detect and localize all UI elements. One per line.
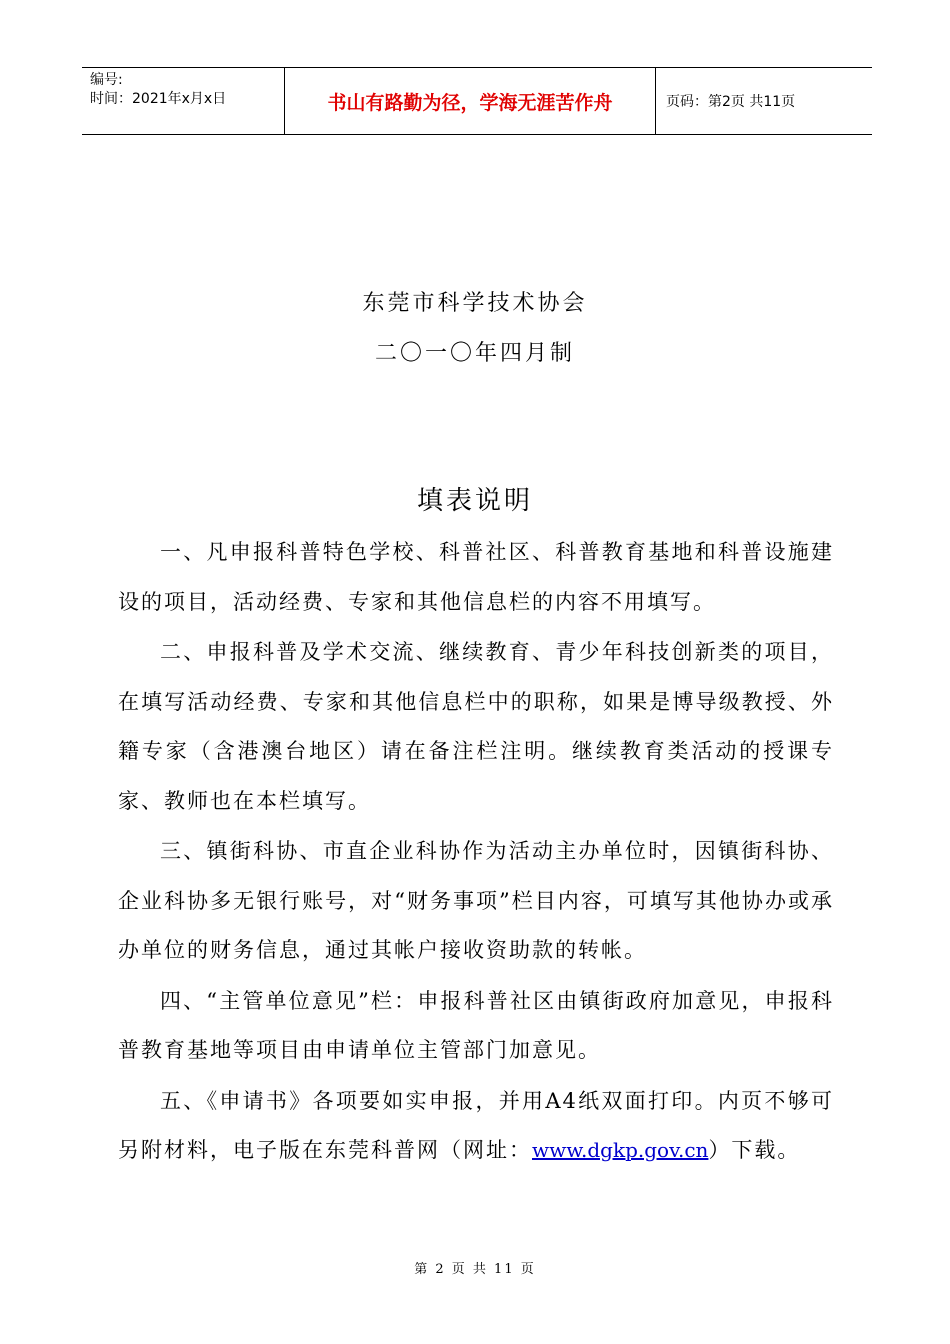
time-label: 时间：2021年x月x日	[90, 91, 227, 107]
header-meta	[82, 68, 284, 134]
header-motto: 书山有路勤为径，学海无涯苦作舟	[284, 68, 656, 134]
instruction-item-1: 一、凡申报科普特色学校、科普社区、科普教育基地和科普设施建设的项目，活动经费、专家和其他信息栏的内容不用填写。	[118, 540, 834, 614]
instruction-item-2: 二、申报科普及学术交流、继续教育、青少年科技创新类的项目，在填写活动经费、专家和其他信息栏中的职称，如果是博导级教授、外籍专家（含港澳台地区）请在备注栏注明。继续教育类活动的授课专家、教师也在本栏填写。	[118, 640, 834, 813]
instruction-item-5	[118, 1077, 834, 1176]
instructions-title: 填表说明	[416, 486, 533, 516]
instruction-item-4: 四、“主管单位意见”栏：申报科普社区由镇街政府加意见，申报科普教育基地等项目由申请单位主管部门加意见。	[118, 988, 834, 1062]
number-label: 编号:	[90, 72, 123, 88]
instruction-item-5-prefix: 五、《申请书》各项要如实申报，并用A4纸双面打印。内页不够可另附材料，电子版在东莞科普网（网址：	[118, 1088, 834, 1162]
instruction-item-5-suffix: ）下载。	[708, 1138, 801, 1162]
issue-date: 二〇一〇年四月制	[374, 341, 575, 366]
instructions-body	[118, 528, 834, 1177]
header-page-info: 页码：第2页 共11页	[666, 94, 796, 110]
page-footer: 第 2 页 共 11 页	[414, 1262, 536, 1277]
organization-name: 东莞市科学技术协会	[362, 291, 588, 316]
instruction-item-3: 三、镇街科协、市直企业科协作为活动主办单位时，因镇街科协、企业科协多无银行账号，对“财务事项”栏目内容，可填写其他协办或承办单位的财务信息，通过其帐户接收资助款的转帐。	[118, 839, 834, 962]
header-table	[82, 67, 872, 135]
website-link[interactable]: www.dgkp.gov.cn	[532, 1138, 709, 1162]
